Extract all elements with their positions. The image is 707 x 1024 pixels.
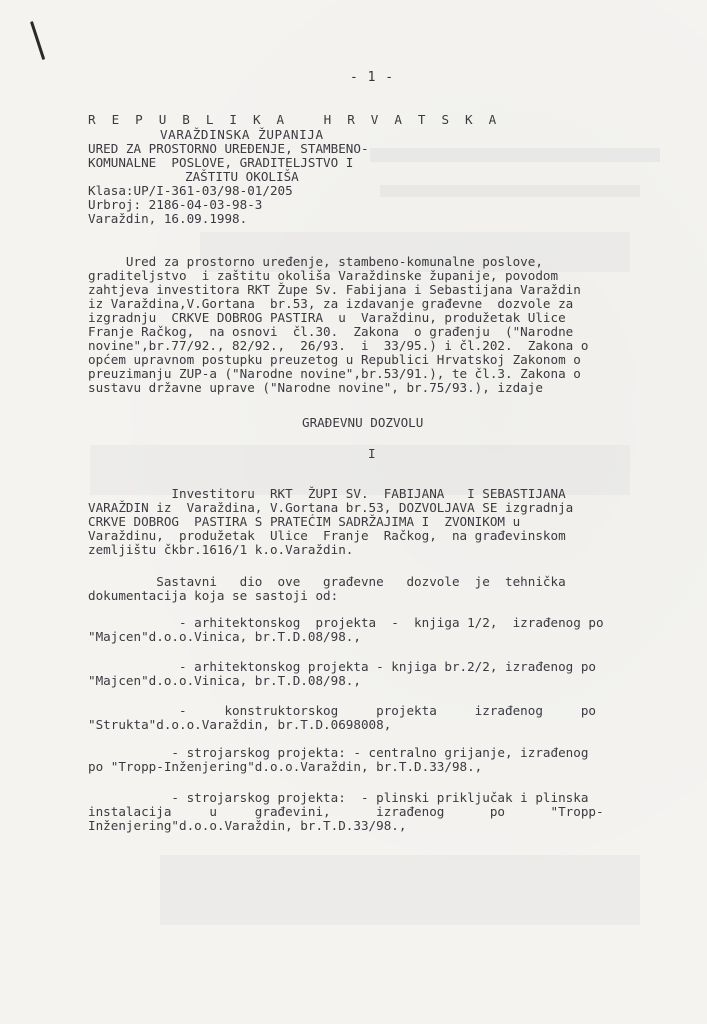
intro-line: iz Varaždina,V.Gortana br.53, za izdavanje građevne dozvole za <box>88 296 574 311</box>
intro-line: graditeljstvo i zaštitu okoliša Varaždinske županije, povodom <box>88 268 559 283</box>
list-item: - strojarskog projekta: - centralno grijanje, izrađenog <box>88 745 589 760</box>
header-office-line2: KOMUNALNE POSLOVE, GRADITELJSTVO I <box>88 155 354 170</box>
permit-line: CRKVE DOBROG PASTIRA S PRATEĆIM SADRŽAJIMA I ZVONIKOM u <box>88 514 521 529</box>
intro-line: Ured za prostorno uređenje, stambeno-komunalne poslove, <box>88 254 543 269</box>
header-office-line1: URED ZA PROSTORNO UREĐENJE, STAMBENO- <box>88 141 369 156</box>
page-number: - 1 - <box>350 70 395 85</box>
intro-line: novine",br.77/92., 82/92., 26/93. i 33/95.) i čl.202. Zakona o <box>88 338 589 353</box>
bleed-through-block <box>160 855 640 925</box>
list-item: Inženjering"d.o.o.Varaždin, br.T.D.33/98., <box>88 818 407 833</box>
documentation-line: Sastavni dio ove građevne dozvole je tehnička <box>88 574 566 589</box>
intro-line: zahtjeva investitora RKT Župe Sv. Fabijana i Sebastijana Varaždin <box>88 282 581 297</box>
bleed-through-block <box>370 148 660 162</box>
intro-line: preuzimanju ZUP-a ("Narodne novine",br.53/91.), te čl.3. Zakona o <box>88 366 581 381</box>
intro-line: sustavu državne uprave ("Narodne novine", br.75/93.), izdaje <box>88 380 543 395</box>
header-county: VARAŽDINSKA ŽUPANIJA <box>160 127 324 142</box>
documentation-line: dokumentacija koja se sastoji od: <box>88 588 339 603</box>
pen-mark <box>30 21 45 60</box>
list-item: po "Tropp-Inženjering"d.o.o.Varaždin, br.T.D.33/98., <box>88 759 483 774</box>
list-item: - arhitektonskog projekta - knjiga 1/2, izrađenog po <box>88 615 604 630</box>
intro-line: izgradnju CRKVE DOBROG PASTIRA u Varaždinu, produžetak Ulice <box>88 310 566 325</box>
section-number: I <box>368 446 376 461</box>
urbroj: Urbroj: 2186-04-03-98-3 <box>88 197 263 212</box>
header-republic: R E P U B L I K A H R V A T S K A <box>88 112 501 127</box>
document-title: GRAĐEVNU DOZVOLU <box>302 415 424 430</box>
permit-line: VARAŽDIN iz Varaždina, V.Gortana br.53, DOZVOLJAVA SE izgradnja <box>88 500 574 515</box>
intro-line: Franje Račkog, na osnovi čl.30. Zakona o građenju ("Narodne <box>88 324 574 339</box>
permit-line: zemljištu čkbr.1616/1 k.o.Varaždin. <box>88 542 354 557</box>
intro-line: općem upravnom postupku preuzetog u Republici Hrvatskoj Zakonom o <box>88 352 581 367</box>
list-item: "Majcen"d.o.o.Vinica, br.T.D.08/98., <box>88 673 361 688</box>
list-item: "Majcen"d.o.o.Vinica, br.T.D.08/98., <box>88 629 361 644</box>
list-item: - arhitektonskog projekta - knjiga br.2/2, izrađenog po <box>88 659 596 674</box>
list-item: instalacija u građevini, izrađenog po "Tropp- <box>88 804 604 819</box>
header-office-line3: ZAŠTITU OKOLIŠA <box>185 169 299 184</box>
list-item: - konstruktorskog projekta izrađenog po <box>88 703 596 718</box>
list-item: "Strukta"d.o.o.Varaždin, br.T.D.0698008, <box>88 717 392 732</box>
list-item: - strojarskog projekta: - plinski priključak i plinska <box>88 790 589 805</box>
permit-line: Varaždinu, produžetak Ulice Franje Račkog, na građevinskom <box>88 528 566 543</box>
bleed-through-block <box>380 185 640 197</box>
place-date: Varaždin, 16.09.1998. <box>88 211 248 226</box>
klasa: Klasa:UP/I-361-03/98-01/205 <box>88 183 293 198</box>
permit-line: Investitoru RKT ŽUPI SV. FABIJANA I SEBASTIJANA <box>88 486 566 501</box>
